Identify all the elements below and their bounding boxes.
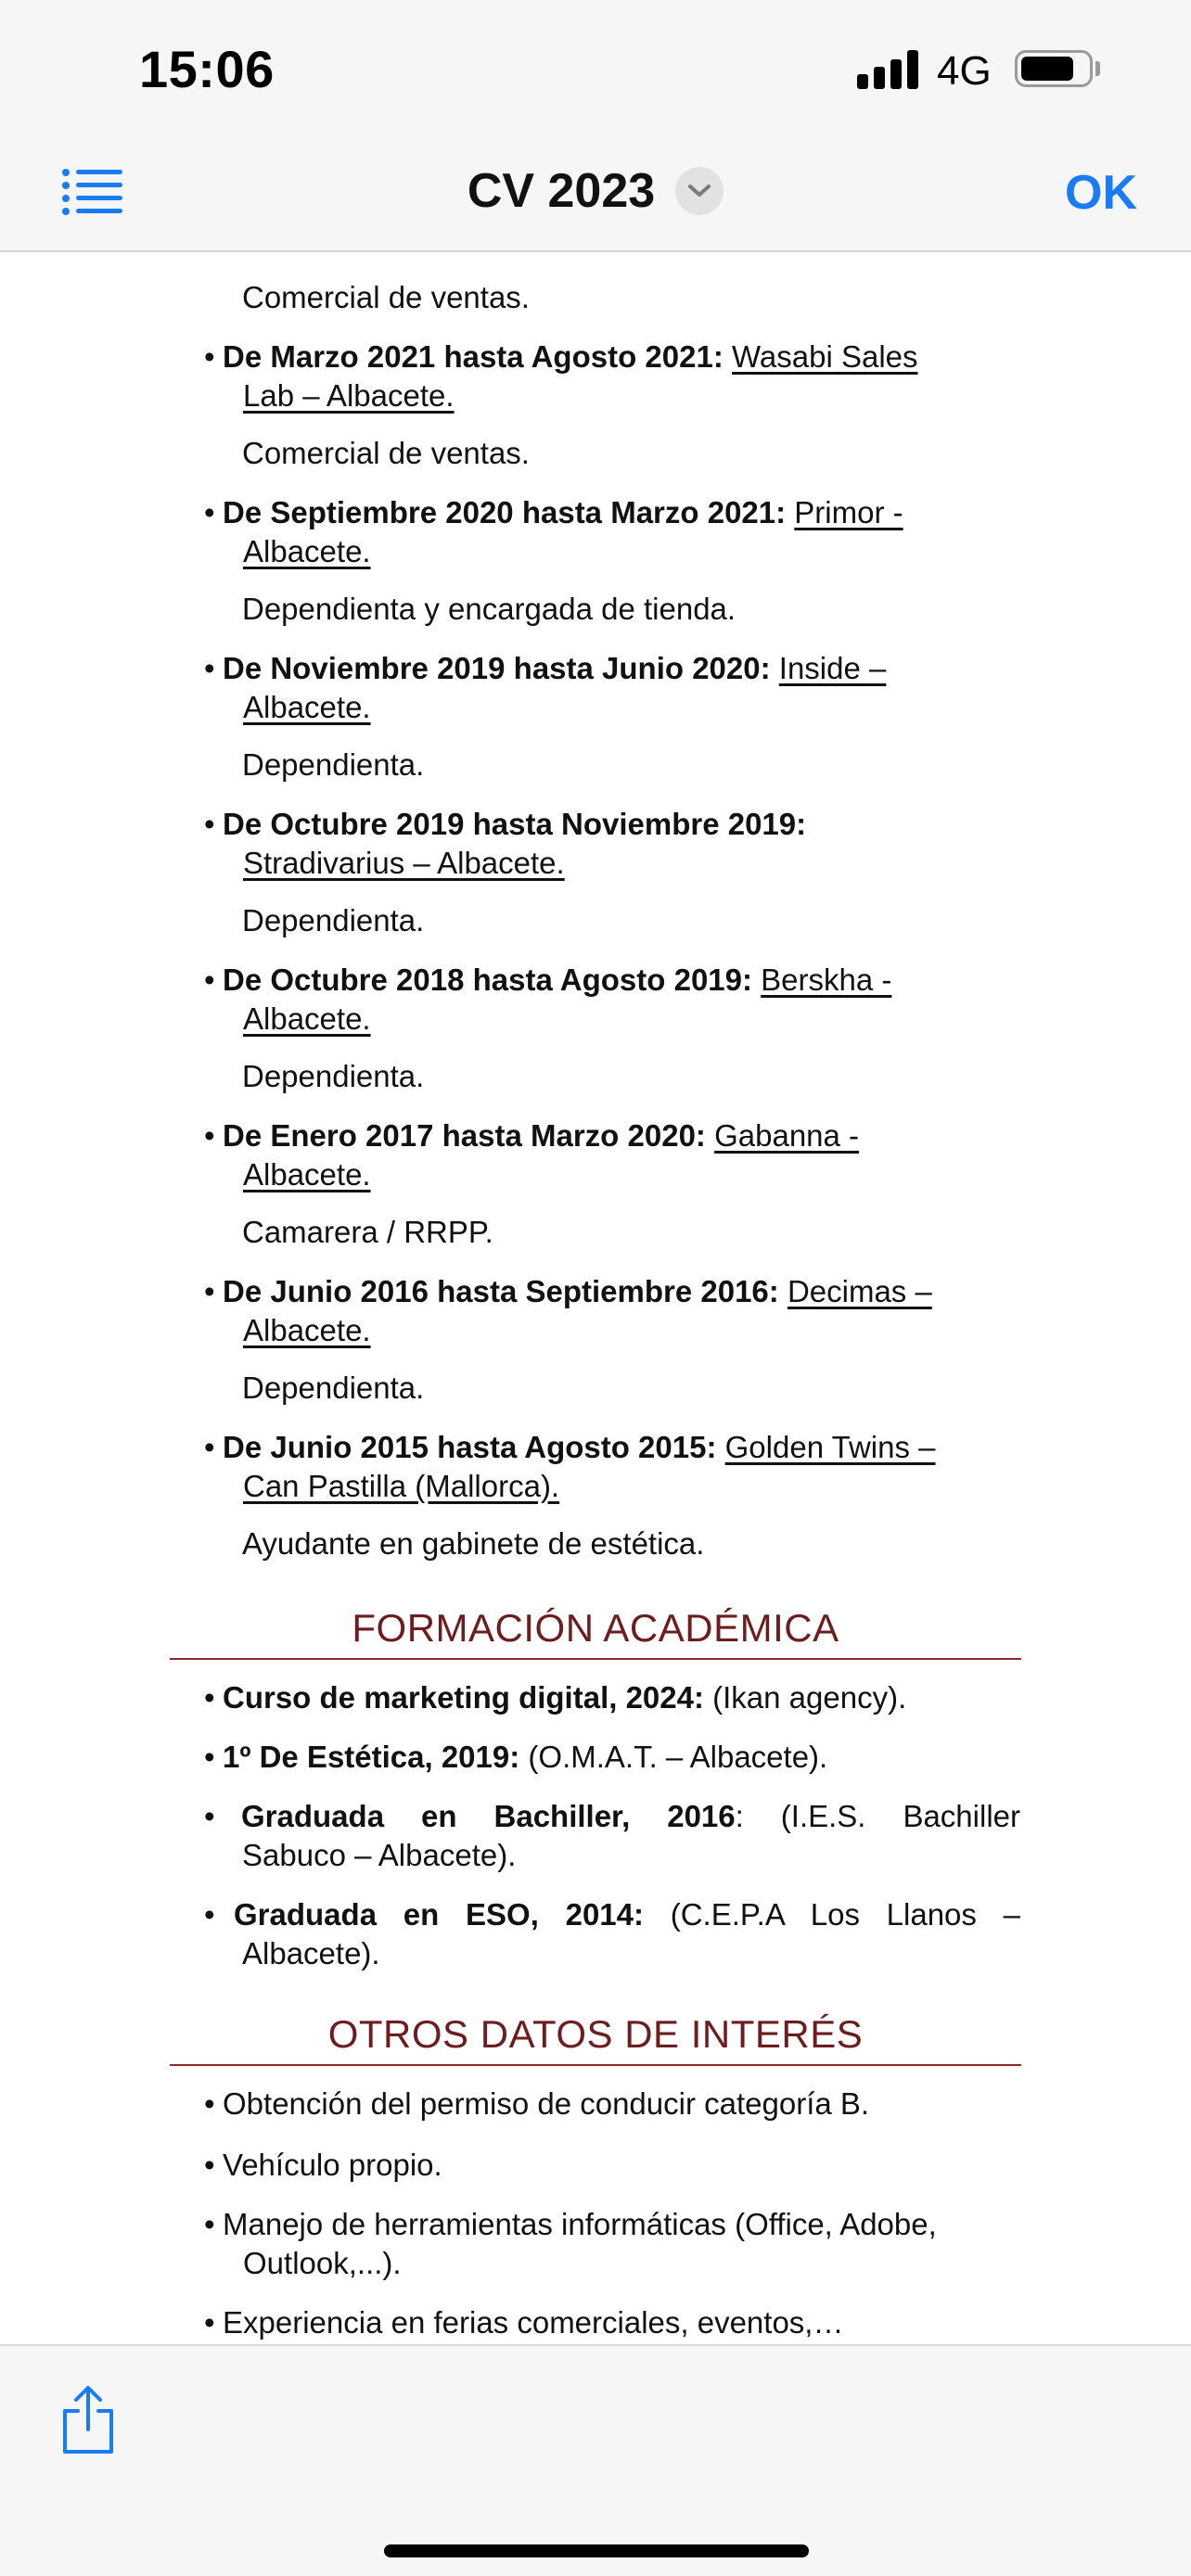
education-detail: (Ikan agency).	[703, 1680, 907, 1715]
company-link[interactable]: Wasabi Sales	[731, 339, 918, 374]
company-link[interactable]: Inside –	[778, 651, 887, 685]
list-item: • De Marzo 2021 hasta Agosto 2021: Wasabi Sales Lab – Albacete.	[204, 338, 1020, 415]
period-text: De Octubre 2019 hasta Noviembre 2019:	[223, 807, 807, 841]
document-view[interactable]	[0, 252, 1191, 2344]
period-text: De Septiembre 2020 hasta Marzo 2021:	[223, 495, 787, 529]
list-item: • De Junio 2016 hasta Septiembre 2016: Decimas – Albacete.	[204, 1272, 1020, 1350]
section-title-education: FORMACIÓN ACADÉMICA	[352, 1606, 839, 1650]
section-title-other: OTROS DATOS DE INTERÉS	[327, 2012, 864, 2056]
document-title	[0, 163, 1191, 219]
education-line	[241, 1797, 1020, 1836]
list-item: • De Octubre 2019 hasta Noviembre 2019: Stradivarius – Albacete.	[204, 805, 1020, 883]
education-detail: Sabuco – Albacete).	[242, 1838, 517, 1872]
education-line	[234, 1895, 1020, 1934]
education-detail: : (I.E.S. Bachiller	[735, 1799, 1020, 1833]
education-title: Graduada en ESO, 2014:	[234, 1897, 644, 1932]
battery-level	[1021, 57, 1073, 81]
role-text: Dependienta.	[242, 1371, 425, 1405]
list-item: • 1º De Estética, 2019: (O.M.A.T. – Albacete).	[204, 1740, 828, 1774]
role-text: Dependienta.	[242, 1059, 425, 1093]
status-time: 15:06	[139, 40, 275, 98]
company-link[interactable]: Lab – Albacete.	[243, 378, 455, 413]
period-text: De Noviembre 2019 hasta Junio 2020:	[223, 651, 771, 685]
list-item: • De Enero 2017 hasta Marzo 2020: Gabanna - Albacete.	[204, 1116, 1020, 1194]
home-indicator[interactable]	[384, 2544, 809, 2557]
company-link[interactable]: Primor -	[794, 495, 903, 529]
education-detail: (O.M.A.T. – Albacete).	[519, 1740, 828, 1774]
period-text: De Marzo 2021 hasta Agosto 2021:	[223, 339, 724, 374]
education-title: Graduada en Bachiller, 2016	[241, 1799, 736, 1833]
chevron-down-icon[interactable]	[675, 167, 724, 215]
company-link[interactable]: Berskha -	[761, 963, 892, 997]
role-text: Ayudante en gabinete de estética.	[242, 1526, 705, 1561]
list-item: • De Septiembre 2020 hasta Marzo 2021: Primor - Albacete.	[204, 493, 1020, 571]
ok-button[interactable]: OK	[1065, 166, 1137, 220]
company-link[interactable]: Albacete.	[243, 1313, 371, 1347]
title-menu-button[interactable]	[467, 163, 724, 219]
list-item: • Vehículo propio.	[204, 2146, 1020, 2185]
role-text: Dependienta.	[242, 747, 425, 782]
company-link[interactable]: Gabanna -	[714, 1118, 860, 1153]
title-text: CV 2023	[467, 164, 656, 218]
status-bar	[0, 0, 1191, 139]
role-text: Comercial de ventas.	[242, 280, 530, 314]
period-text: De Junio 2015 hasta Agosto 2015:	[223, 1430, 717, 1464]
list-item: • Graduada en Bachiller, 2016: (I.E.S. Bachiller Sabuco – Albacete).	[204, 1797, 1020, 1875]
other-text: Experiencia en ferias comerciales, eventos,…	[223, 2305, 844, 2340]
company-link[interactable]: Albacete.	[243, 1001, 371, 1036]
education-title: Curso de marketing digital, 2024:	[223, 1680, 704, 1715]
education-title: 1º De Estética, 2019:	[223, 1740, 520, 1774]
cellular-signal-icon	[857, 50, 920, 89]
company-link[interactable]: Stradivarius – Albacete.	[243, 846, 565, 880]
other-text: Outlook,...).	[243, 2246, 402, 2280]
list-item: • Experiencia en ferias comerciales, eventos,…	[204, 2303, 1020, 2342]
other-text: Vehículo propio.	[223, 2148, 442, 2182]
company-link[interactable]: Can Pastilla (Mallorca).	[243, 1469, 560, 1503]
list-item: • De Junio 2015 hasta Agosto 2015: Golden Twins – Can Pastilla (Mallorca).	[204, 1428, 1020, 1506]
role-text: Comercial de ventas.	[242, 436, 530, 470]
list-item: • De Noviembre 2019 hasta Junio 2020: Inside – Albacete.	[204, 649, 1020, 727]
education-detail: (C.E.P.A Los Llanos –	[644, 1897, 1020, 1932]
company-link[interactable]: Albacete.	[243, 1157, 371, 1192]
list-item: • Manejo de herramientas informáticas (Office, Adobe, Outlook,...).	[204, 2205, 1020, 2283]
other-text: Obtención del permiso de conducir categoría B.	[223, 2086, 870, 2121]
company-link[interactable]: Albacete.	[243, 534, 371, 568]
role-text: Dependienta.	[242, 903, 425, 937]
list-item: • Graduada en ESO, 2014: (C.E.P.A Los Llanos – Albacete).	[204, 1895, 1020, 1973]
network-type: 4G	[937, 48, 992, 94]
role-text: Camarera / RRPP.	[242, 1215, 493, 1249]
company-link[interactable]: Golden Twins –	[724, 1430, 936, 1464]
share-icon[interactable]	[58, 2383, 119, 2457]
battery-icon	[1015, 50, 1093, 87]
navigation-bar	[0, 139, 1191, 252]
period-text: De Enero 2017 hasta Marzo 2020:	[223, 1118, 706, 1153]
battery-tip	[1095, 61, 1100, 76]
section-divider	[170, 2064, 1021, 2066]
list-item: • De Octubre 2018 hasta Agosto 2019: Berskha - Albacete.	[204, 961, 1020, 1039]
bottom-toolbar	[0, 2344, 1191, 2576]
company-link[interactable]: Decimas –	[787, 1274, 932, 1308]
company-link[interactable]: Albacete.	[243, 690, 371, 724]
education-detail: Albacete).	[242, 1936, 380, 1970]
section-divider	[170, 1658, 1021, 1660]
period-text: De Octubre 2018 hasta Agosto 2019:	[223, 963, 752, 997]
period-text: De Junio 2016 hasta Septiembre 2016:	[223, 1274, 779, 1308]
list-item: • Curso de marketing digital, 2024: (Ikan agency).	[204, 1680, 907, 1715]
list-item: • Obtención del permiso de conducir categoría B.	[204, 2085, 1020, 2123]
role-text: Dependienta y encargada de tienda.	[242, 592, 736, 626]
other-text: Manejo de herramientas informáticas (Office, Adobe,	[223, 2207, 937, 2241]
